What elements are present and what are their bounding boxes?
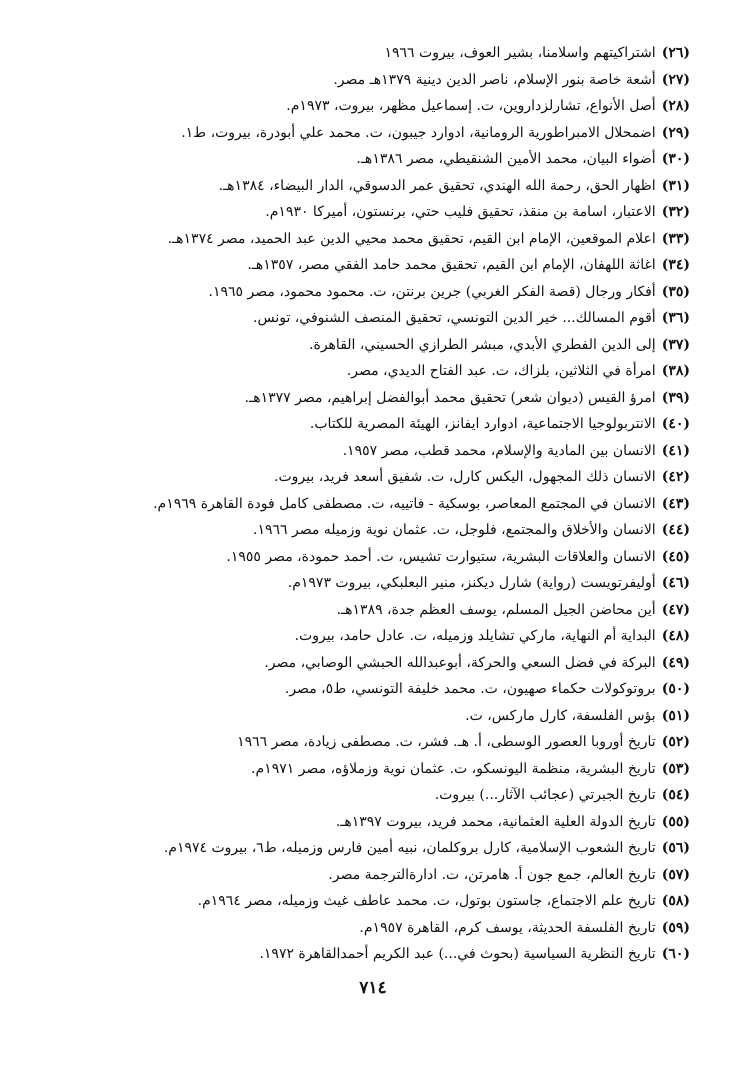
reference-text: تاريخ الفلسفة الحديثة، يوسف كرم، القاهرة ١٩٥٧م. <box>359 919 656 936</box>
reference-text: اغاثة اللهفان، الإمام ابن القيم، تحقيق محمد حامد الفقي مصر، ١٣٥٧هـ. <box>247 257 656 273</box>
reference-item <box>110 650 690 677</box>
reference-text: تاريخ الشعوب الإسلامية، كارل بروكلمان، نبيه أمين فارس وزميله، ط٦، بيروت ١٩٧٤م. <box>163 840 656 856</box>
reference-item <box>110 517 690 544</box>
reference-text: تاريخ البشرية، منظمة اليونسكو، ت. عثمان نوية وزملاؤه، مصر ١٩٧١م. <box>251 760 656 777</box>
reference-number: (٤١) <box>661 442 690 459</box>
reference-item <box>110 491 690 518</box>
reference-number: (٥٠) <box>661 681 690 697</box>
reference-item <box>110 67 690 94</box>
reference-text: الانسان في المجتمع المعاصر، بوسكية - فاتييه، ت. مصطفى كامل فودة القاهرة ١٩٦٩م. <box>153 495 656 512</box>
reference-item <box>110 120 690 147</box>
reference-number: (٢٦) <box>661 45 690 61</box>
reference-number: (٤٦) <box>661 575 690 591</box>
reference-item <box>110 809 690 836</box>
reference-text: البداية أم النهاية، ماركي تشايلد وزميله، ت. عادل حامد، بيروت. <box>294 628 656 644</box>
reference-number: (٣٨) <box>661 363 690 379</box>
reference-number: (٢٧) <box>661 71 690 88</box>
reference-text: امرؤ القيس (ديوان شعر) تحقيق محمد أبوالفضل إبراهيم، مصر ١٣٧٧هـ. <box>244 389 656 406</box>
reference-text: الانتربولوجيا الاجتماعية، ادوارد ايفانز، الهيئة المصرية للكتاب. <box>309 416 656 432</box>
reference-number: (٢٩) <box>661 124 690 141</box>
reference-item <box>110 252 690 279</box>
reference-number: (٤٩) <box>661 654 690 671</box>
reference-item <box>110 411 690 438</box>
reference-text: تاريخ الجبرتي (عجائب الآثار...) بيروت. <box>434 787 656 803</box>
reference-text: الاعتبار، اسامة بن منقذ، تحقيق فليب حتي، برنستون، أميركا ١٩٣٠م. <box>265 204 656 220</box>
reference-text: البركة في فضل السعي والحركة، أبوعبدالله الحبشي الوصابي، مصر. <box>264 654 656 671</box>
reference-item <box>110 544 690 571</box>
reference-item <box>110 756 690 783</box>
reference-number: (٤٧) <box>661 601 690 618</box>
reference-item <box>110 332 690 359</box>
reference-item <box>110 358 690 385</box>
reference-item <box>110 729 690 756</box>
reference-text: تاريخ أوروبا العصور الوسطى، أ. هـ. فشر، ت. مصطفى زيادة، مصر ١٩٦٦ <box>237 734 656 750</box>
reference-text: اعلام الموقعين، الإمام ابن القيم، تحقيق محمد محيي الدين عبد الحميد، مصر ١٣٧٤هـ. <box>167 230 656 247</box>
reference-number: (٣١) <box>661 177 690 194</box>
reference-number: (٦٠) <box>661 946 690 962</box>
reference-item <box>110 623 690 650</box>
reference-text: بؤس الفلسفة، كارل ماركس، ت. <box>465 707 656 724</box>
reference-list <box>110 40 690 968</box>
reference-item <box>110 226 690 253</box>
reference-number: (٤٠) <box>661 416 690 432</box>
reference-item <box>110 703 690 730</box>
reference-number: (٤٥) <box>661 548 690 565</box>
page-number: ٧١٤ <box>359 978 387 998</box>
reference-number: (٤٣) <box>661 495 690 512</box>
reference-text: أفكار ورجال (قصة الفكر الغربي) جرين برنتن، ت. محمود محمود، مصر ١٩٦٥. <box>208 283 656 300</box>
reference-text: تاريخ الدولة العلية العثمانية، محمد فريد، بيروت ١٣٩٧هـ. <box>335 813 656 830</box>
reference-text: امرأة في الثلاثين، بلزاك، ت. عبد الفتاح الديدي، مصر. <box>346 363 656 379</box>
reference-number: (٣٧) <box>661 336 690 353</box>
reference-item <box>110 279 690 306</box>
reference-item <box>110 782 690 809</box>
reference-text: أوليفرتويست (رواية) شارل ديكنز، منير البعلبكي، بيروت ١٩٧٣م. <box>287 575 656 591</box>
reference-number: (٥٧) <box>661 866 690 883</box>
reference-item <box>110 173 690 200</box>
reference-text: أقوم المسالك... خير الدين التونسي، تحقيق المنصف الشنوفي، تونس. <box>253 310 656 326</box>
reference-text: تاريخ العالم، جمع جون أ. هامرتن، ت. ادارةالترجمة مصر. <box>328 866 656 883</box>
reference-number: (٥٤) <box>661 787 690 803</box>
reference-number: (٣٤) <box>661 257 690 273</box>
reference-item <box>110 888 690 915</box>
reference-item <box>110 305 690 332</box>
reference-item <box>110 915 690 942</box>
reference-item <box>110 146 690 173</box>
reference-text: بروتوكولات حكماء صهيون، ت. محمد خليفة التونسي، ط٥، مصر. <box>284 681 656 697</box>
reference-text: اظهار الحق، رحمة الله الهندي، تحقيق عمر الدسوقي، الدار البيضاء، ١٣٨٤هـ. <box>218 177 656 194</box>
reference-text: الانسان ذلك المجهول، اليكس كارل، ت. شفيق أسعد فريد، بيروت. <box>274 469 656 485</box>
reference-number: (٢٨) <box>661 98 690 114</box>
reference-number: (٥٣) <box>661 760 690 777</box>
reference-number: (٥٢) <box>661 734 690 750</box>
reference-text: إلى الدين الفطري الأبدي، مبشر الطرازي الحسيني، القاهرة. <box>309 336 656 353</box>
reference-number: (٥١) <box>661 707 690 724</box>
reference-number: (٥٥) <box>661 813 690 830</box>
reference-number: (٣٥) <box>661 283 690 300</box>
reference-number: (٤٤) <box>661 522 690 538</box>
reference-item <box>110 835 690 862</box>
reference-number: (٣٦) <box>661 310 690 326</box>
reference-item <box>110 597 690 624</box>
reference-number: (٥٩) <box>661 919 690 936</box>
reference-item <box>110 676 690 703</box>
reference-item <box>110 40 690 67</box>
reference-item <box>110 941 690 968</box>
reference-item <box>110 93 690 120</box>
reference-text: أصل الأنواع، تشارلزداروين، ت. إسماعيل مظهر، بيروت، ١٩٧٣م. <box>286 98 656 114</box>
reference-number: (٤٨) <box>661 628 690 644</box>
reference-text: تاريخ النظرية السياسية (بحوث في...) عبد الكريم أحمدالقاهرة ١٩٧٢. <box>259 946 656 962</box>
reference-text: الانسان والعلاقات البشرية، ستيوارت تشيس، ت. أحمد حمودة، مصر ١٩٥٥. <box>226 548 656 565</box>
reference-item <box>110 464 690 491</box>
reference-text: اضمحلال الامبراطورية الرومانية، ادوارد جيبون، ت. محمد علي أبودرة، بيروت، ط١. <box>181 124 656 141</box>
reference-text: تاريخ علم الاجتماع، جاستون بوتول، ت. محمد عاطف غيث وزميله، مصر ١٩٦٤م. <box>197 893 656 909</box>
reference-text: أشعة خاصة بنور الإسلام، ناصر الدين دينية ١٣٧٩هـ مصر. <box>333 71 656 88</box>
reference-text: اشتراكيتهم واسلامنا، بشير العوف، بيروت ١٩٦٦ <box>384 45 656 61</box>
reference-text: أين محاضن الجيل المسلم، يوسف العظم جدة، ١٣٨٩هـ. <box>336 601 656 618</box>
reference-text: أضواء البيان، محمد الأمين الشنقيطي، مصر ١٣٨٦هـ. <box>356 151 656 167</box>
reference-item <box>110 438 690 465</box>
reference-number: (٥٦) <box>661 840 690 856</box>
reference-number: (٣٣) <box>661 230 690 247</box>
reference-text: الانسان والأخلاق والمجتمع، فلوجل، ت. عثمان نوية وزميله مصر ١٩٦٦. <box>253 522 656 538</box>
reference-number: (٣٩) <box>661 389 690 406</box>
reference-item <box>110 199 690 226</box>
reference-item <box>110 570 690 597</box>
reference-item <box>110 862 690 889</box>
reference-number: (٤٢) <box>661 469 690 485</box>
reference-number: (٣٢) <box>661 204 690 220</box>
reference-item <box>110 385 690 412</box>
reference-number: (٥٨) <box>661 893 690 909</box>
reference-text: الانسان بين المادية والإسلام، محمد قطب، مصر ١٩٥٧. <box>342 442 656 459</box>
reference-number: (٣٠) <box>661 151 690 167</box>
